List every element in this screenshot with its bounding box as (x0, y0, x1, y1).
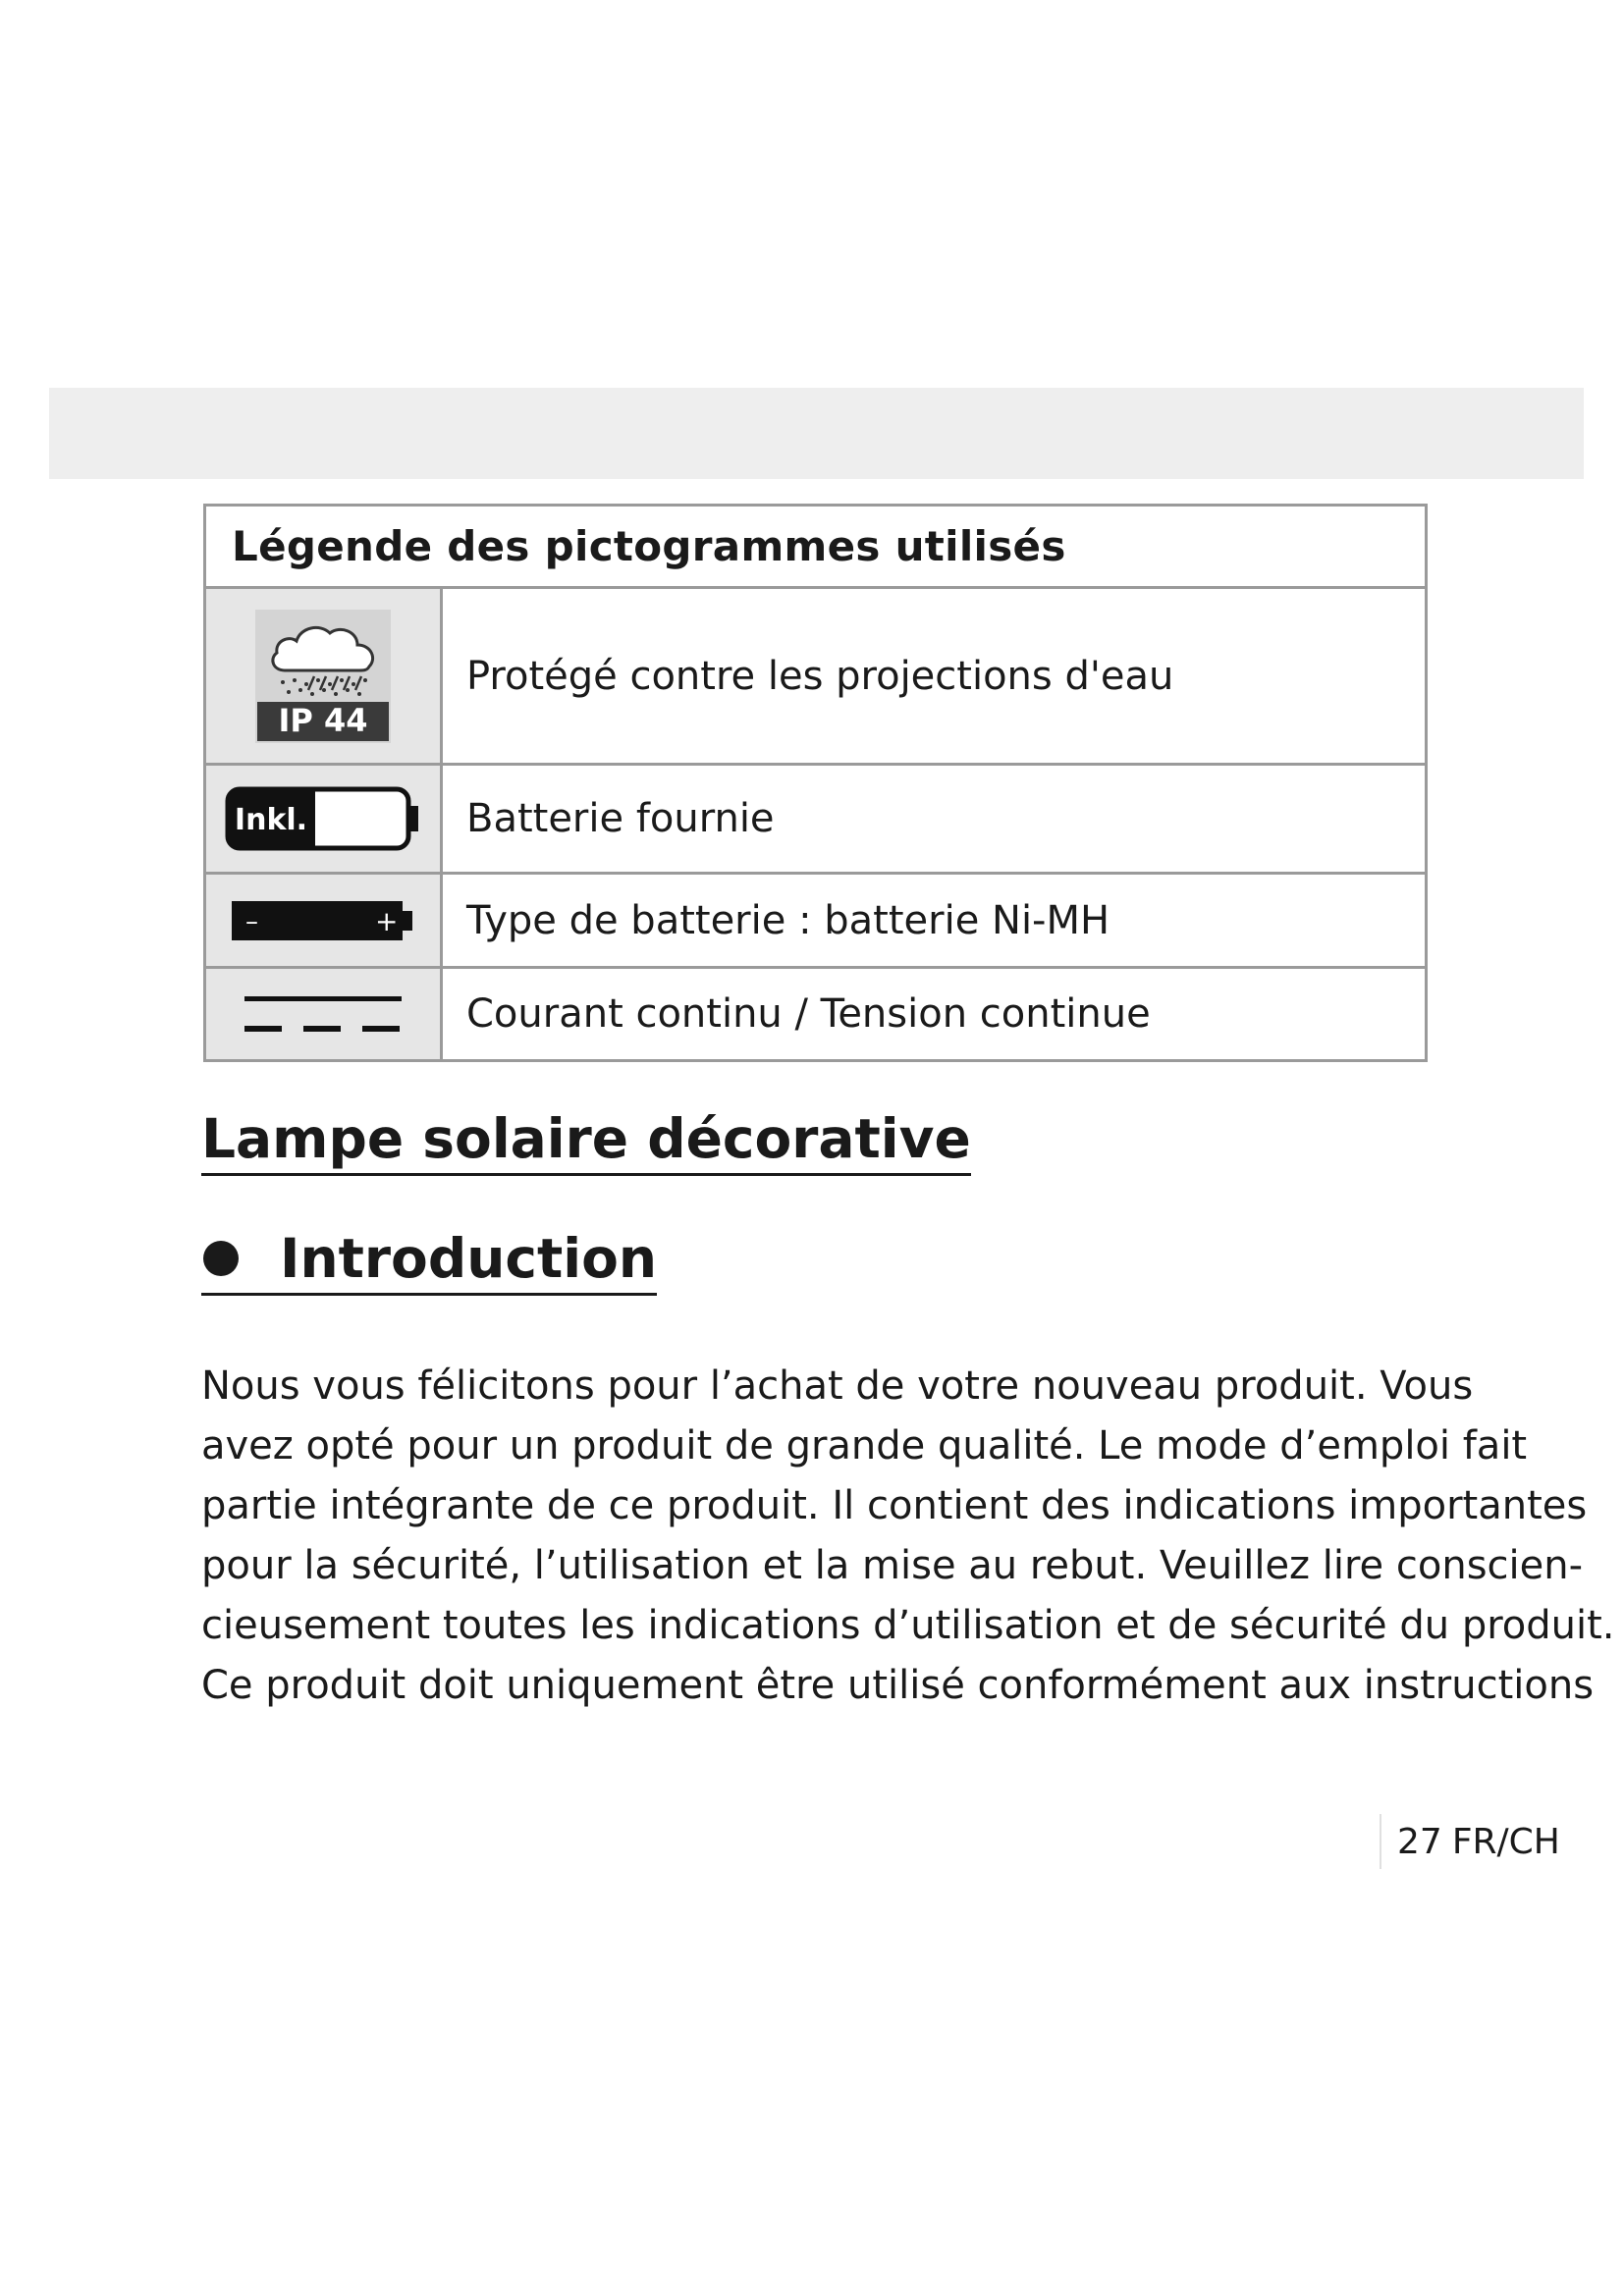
direct-current-icon (244, 992, 402, 1036)
paragraph-line: pour la sécurité, l’utilisation et la mise au rebut. Veuillez lire conscien- (201, 1543, 1584, 1588)
legend-title: Légende des pictogrammes utilisés (232, 522, 1066, 570)
paragraph-line: cieusement toutes les indications d’utilisation et de sécurité du produit. (201, 1603, 1615, 1648)
page-footer (1380, 1811, 1560, 1872)
legend-header (206, 507, 1425, 589)
legend-row-text: Type de batterie : batterie Ni-MH (466, 897, 1110, 943)
page-number: 27 (1397, 1821, 1442, 1862)
paragraph-line: Ce produit doit uniquement être utilisé conformément aux instructions (201, 1663, 1595, 1708)
paragraph-line: Nous vous félicitons pour l’achat de votre nouveau produit. Vous (201, 1363, 1474, 1409)
paragraph-line: avez opté pour un produit de grande qualité. Le mode d’emploi fait (201, 1423, 1528, 1468)
legend-row (206, 969, 1425, 1059)
inkl-label: Inkl. (234, 803, 308, 837)
section-title: Lampe solaire décorative (201, 1109, 971, 1176)
ip44-rain-cloud-icon (255, 610, 391, 743)
legend-row-text: Courant continu / Tension continue (466, 991, 1151, 1037)
language-code (1452, 1822, 1560, 1862)
minus-sign: – (245, 906, 258, 936)
legend-icon-cell (206, 589, 443, 763)
battery-type-icon (230, 896, 416, 945)
plus-sign: + (375, 904, 399, 937)
legend-row (206, 589, 1425, 766)
header-band (49, 388, 1584, 479)
legend-icon-cell (206, 875, 443, 966)
legend-row (206, 875, 1425, 969)
subsection-title: Introduction (280, 1227, 658, 1290)
legend-row-text: Batterie fournie (466, 796, 775, 841)
introduction-paragraph (201, 1357, 1615, 1716)
legend-row-text: Protégé contre les projections d'eau (466, 653, 1174, 699)
footer-divider (1380, 1814, 1381, 1869)
ip44-label: IP 44 (278, 701, 368, 739)
language-code-text: FR/CH (1451, 1821, 1560, 1862)
subsection-heading (201, 1229, 657, 1296)
legend-row (206, 766, 1425, 875)
pictogram-legend-table (203, 504, 1428, 1062)
legend-icon-cell (206, 969, 443, 1059)
legend-icon-cell (206, 766, 443, 872)
bullet-icon (203, 1241, 239, 1276)
paragraph-line: partie intégrante de ce produit. Il contient des indications importantes (201, 1483, 1588, 1528)
battery-included-icon (225, 786, 421, 851)
